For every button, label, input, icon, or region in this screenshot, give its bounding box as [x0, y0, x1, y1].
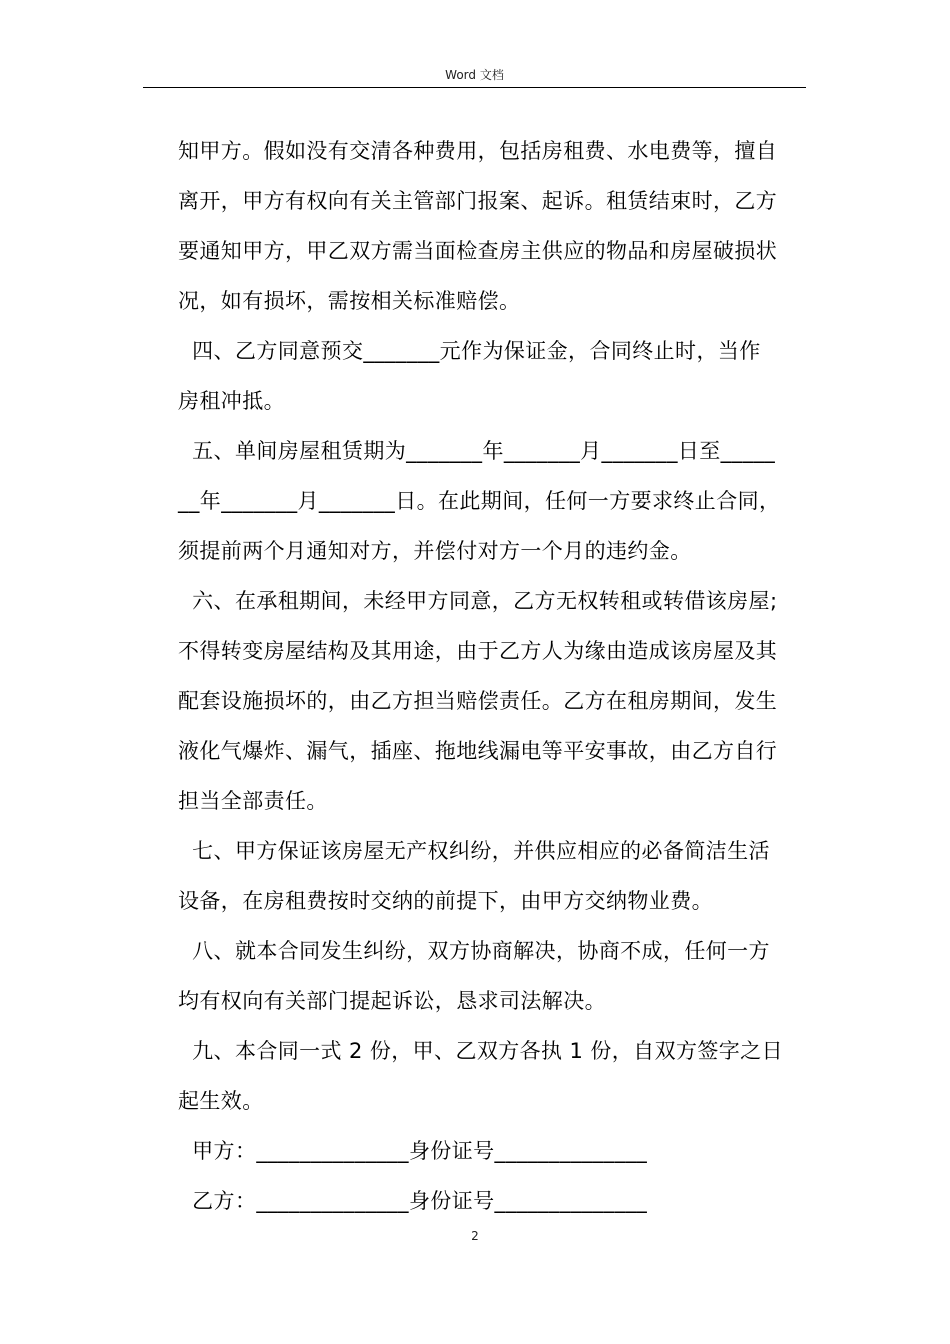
- header-rule: [143, 87, 806, 88]
- text-line: 液化气爆炸、漏气，插座、拖地线漏电等平安事故，由乙方自行: [178, 739, 778, 763]
- text-line: 八、就本合同发生纠纷，双方协商解决，协商不成，任何一方: [178, 939, 770, 963]
- text-line: 要通知甲方，甲乙双方需当面检查房主供应的物品和房屋破损状: [178, 239, 778, 263]
- signature-line-party-b: 乙方：______________身份证号______________: [178, 1189, 648, 1213]
- text-line: 知甲方。假如没有交清各种费用，包括房租费、水电费等，擅自: [178, 139, 778, 163]
- text-line: 六、在承租期间，未经甲方同意，乙方无权转租或转借该房屋;: [178, 589, 778, 613]
- text-line: 况，如有损坏，需按相关标准赔偿。: [178, 289, 521, 313]
- text-line: 须提前两个月通知对方，并偿付对方一个月的违约金。: [178, 539, 692, 563]
- text-line: 不得转变房屋结构及其用途，由于乙方人为缘由造成该房屋及其: [178, 639, 778, 663]
- page-header: Word 文档: [445, 68, 504, 82]
- text-line: 设备，在房租费按时交纳的前提下，由甲方交纳物业费。: [178, 889, 713, 913]
- text-line: 七、甲方保证该房屋无产权纠纷，并供应相应的必备简洁生活: [178, 839, 770, 863]
- signature-line-party-a: 甲方：______________身份证号______________: [178, 1139, 648, 1163]
- text-line: __年_______月_______日。在此期间，任何一方要求终止合同，: [178, 489, 781, 513]
- document-body: [178, 126, 808, 1226]
- text-line: 四、乙方同意预交_______元作为保证金，合同终止时，当作: [178, 339, 761, 363]
- page-number: 2: [471, 1229, 479, 1243]
- text-line: 担当全部责任。: [178, 789, 328, 813]
- text-line: 房租冲抵。: [178, 389, 285, 413]
- text-line: 九、本合同一式 2 份，甲、乙双方各执 1 份，自双方签字之日: [178, 1039, 783, 1063]
- text-line: 起生效。: [178, 1089, 264, 1113]
- text-line: 五、单间房屋租赁期为_______年_______月_______日至_____: [178, 439, 776, 463]
- text-line: 均有权向有关部门提起诉讼，恳求司法解决。: [178, 989, 606, 1013]
- text-line: 离开，甲方有权向有关主管部门报案、起诉。租赁结束时，乙方: [178, 189, 778, 213]
- text-line: 配套设施损坏的，由乙方担当赔偿责任。乙方在租房期间，发生: [178, 689, 778, 713]
